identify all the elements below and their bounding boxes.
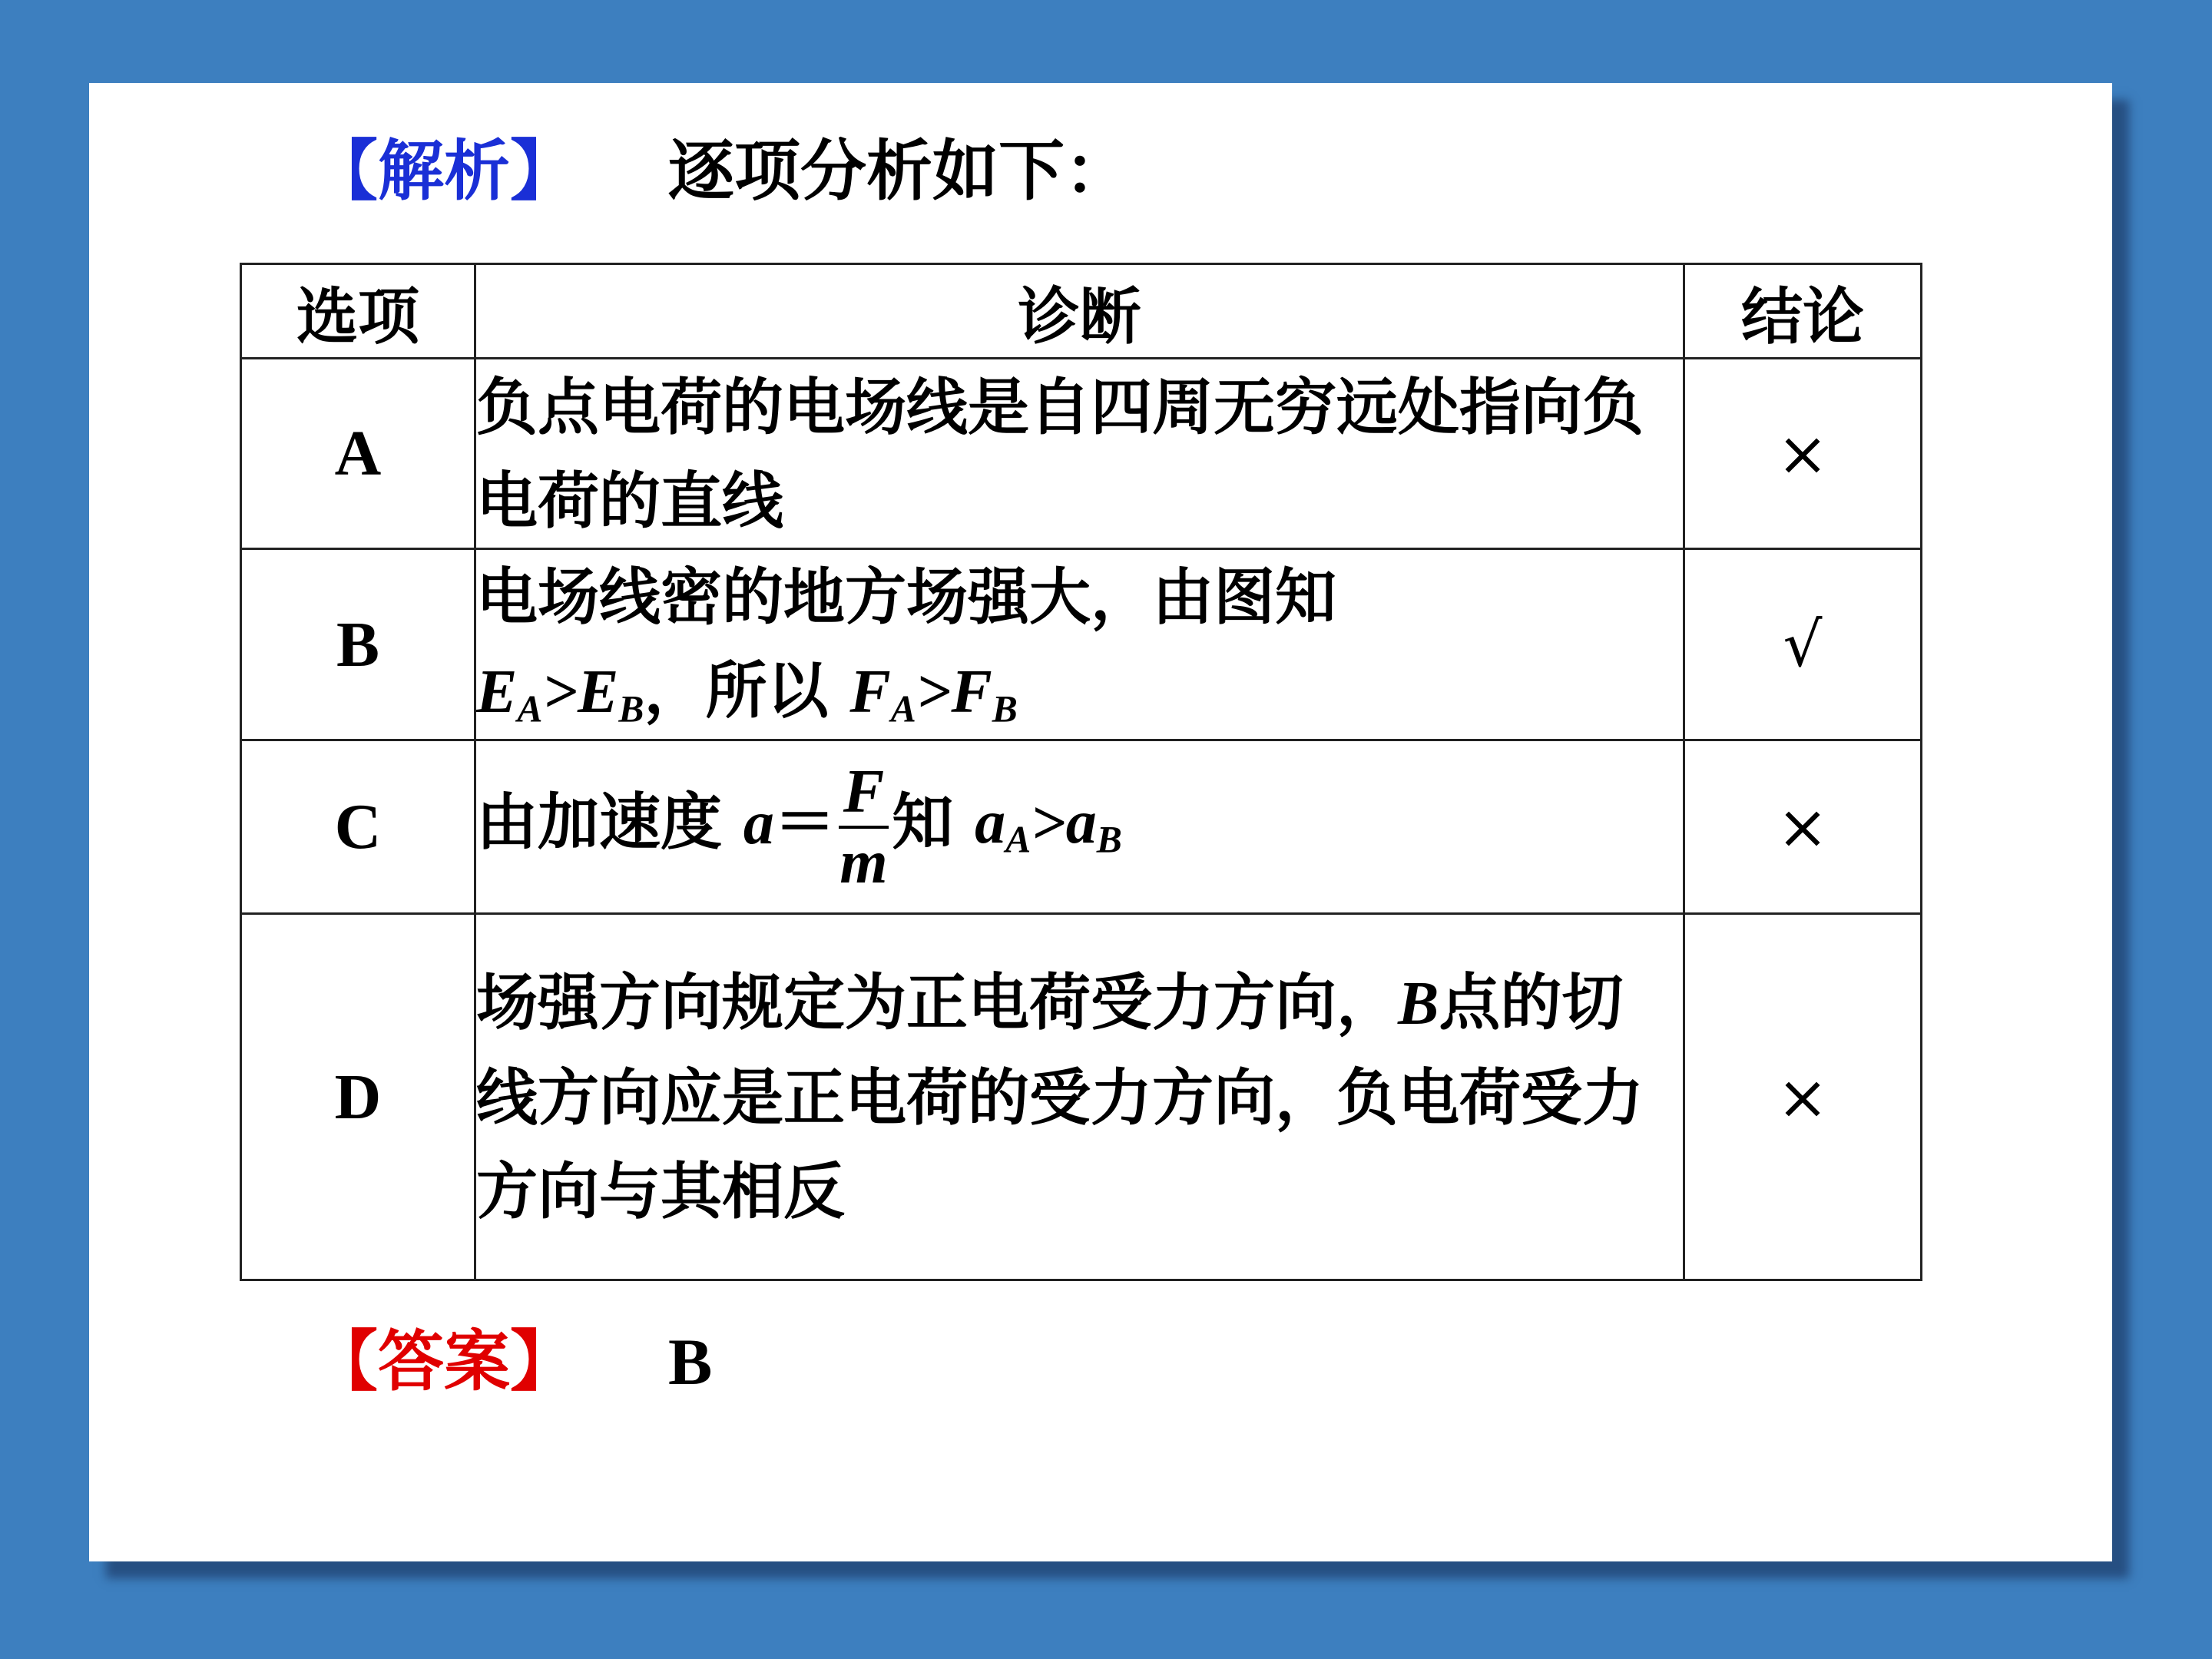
math-aa: $a_A$ — [975, 789, 1031, 861]
analysis-intro: 逐项分析如下： — [668, 132, 1131, 210]
math-ab: $a_B$ — [1065, 789, 1122, 861]
analysis-heading — [312, 132, 1131, 210]
header-conclusion: 结论 — [1684, 264, 1922, 359]
diagnosis-cell — [475, 740, 1684, 914]
fraction-numerator: F — [839, 761, 889, 829]
table-row — [241, 549, 1922, 740]
analysis-table — [240, 263, 1922, 1281]
math-eb: $E_B$ — [578, 658, 644, 730]
math-fa: $F_A$ — [849, 658, 916, 730]
answer-tag: 【答案】 — [312, 1323, 576, 1400]
math-gt: > — [1031, 789, 1066, 857]
diagnosis-part1: 场强方向规定为正电荷受力方向， — [476, 966, 1398, 1038]
option-cell: B — [241, 549, 475, 740]
diagnosis-mid: ，所以 — [644, 654, 850, 727]
answer-value: B — [668, 1325, 713, 1399]
option-cell: A — [241, 359, 475, 549]
math-gt: > — [542, 658, 578, 726]
conclusion-cell: √ — [1684, 549, 1922, 740]
diagnosis-cell — [475, 914, 1684, 1280]
table-header-row — [241, 264, 1922, 359]
diagnosis-text: 电场线密的地方场强大，由图知 — [476, 561, 1336, 633]
diagnosis-pre: 由加速度 — [476, 785, 743, 858]
math-eq: ＝ — [773, 785, 836, 858]
diagnosis-cell: 负点电荷的电场线是自四周无穷远处指向负电荷的直线 — [475, 359, 1684, 549]
answer-line — [312, 1323, 713, 1400]
math-b: B — [1398, 970, 1439, 1038]
math-ea: $E_A$ — [476, 658, 543, 730]
table-row — [241, 914, 1922, 1280]
analysis-tag: 【解析】 — [312, 132, 576, 210]
fraction-f-over-m — [839, 757, 889, 896]
conclusion-cell: × — [1684, 740, 1922, 914]
diagnosis-mid: 知 — [892, 785, 975, 858]
conclusion-cell: × — [1684, 914, 1922, 1280]
math-a: a — [743, 789, 774, 857]
option-cell: C — [241, 740, 475, 914]
header-option: 选项 — [241, 264, 475, 359]
slide — [89, 83, 2112, 1561]
diagnosis-cell — [475, 549, 1684, 740]
math-gt: > — [916, 658, 952, 726]
fraction-denominator: m — [839, 828, 888, 896]
diagnosis-part2: 点的切线方向应是正电荷的受力方向，负电荷受力方向与其相反 — [476, 966, 1644, 1227]
option-cell: D — [241, 914, 475, 1280]
conclusion-cell: × — [1684, 359, 1922, 549]
math-fb: $F_B$ — [951, 658, 1018, 730]
table-row — [241, 359, 1922, 549]
table-row — [241, 740, 1922, 914]
header-diagnosis: 诊断 — [475, 264, 1684, 359]
